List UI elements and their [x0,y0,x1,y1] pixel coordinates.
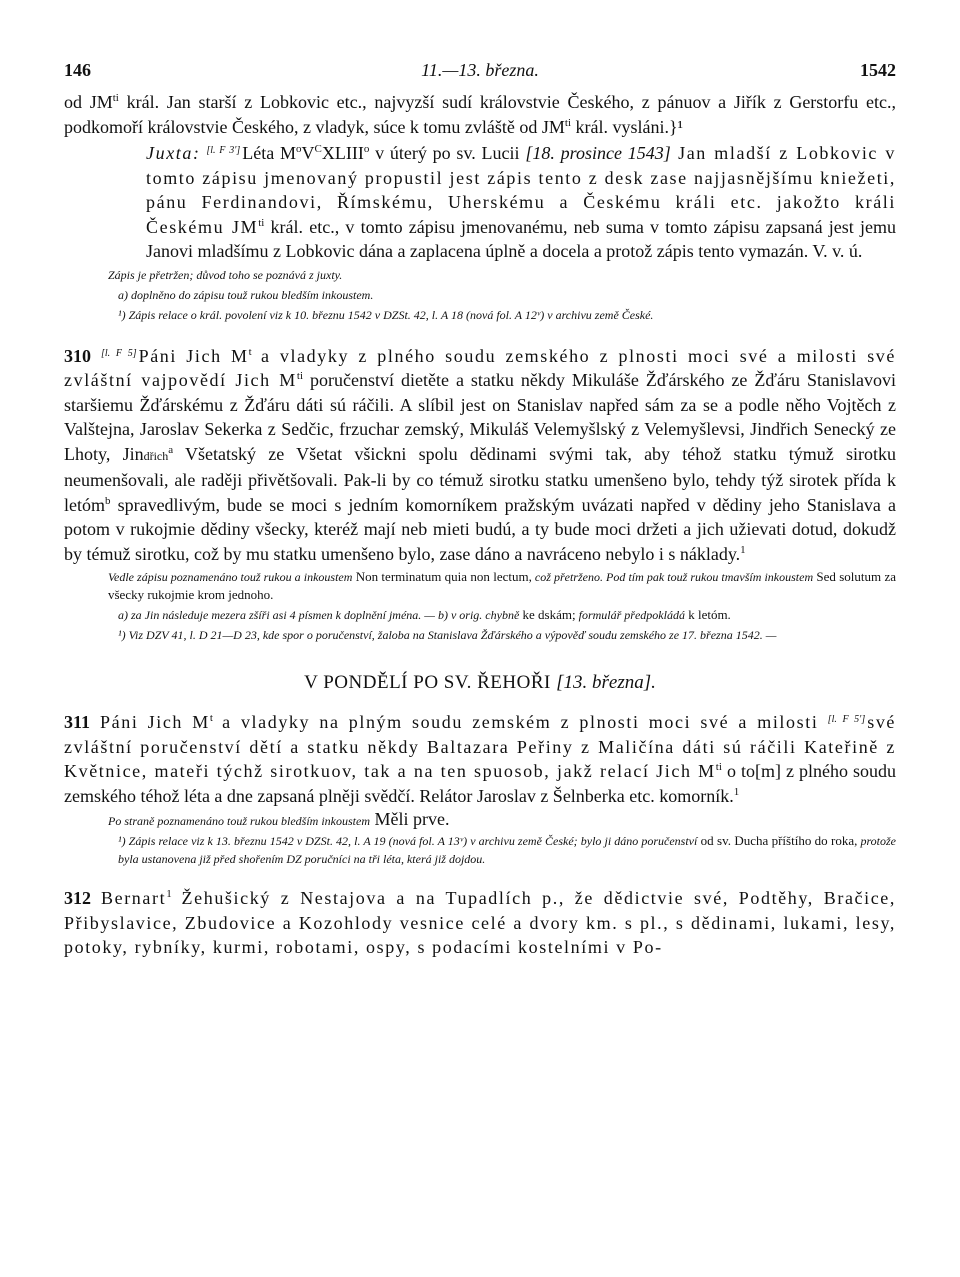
intro-footnote: ¹) Zápis relace o král. povolení viz k 10. březnu 1542 v DZSt. 42, l. A 18 (nová fol. A 12ᵛ) v archivu země České. [118,307,654,322]
juxta-paragraph: Juxta: [l. F 3'] Léta $M^oV^CXLIII^o$ v úterý po sv. Lucii [18. prosince 1543] Jan mladší z Lobkovic v tomto zápisu jmenovaný propustil jest zápis tento z desk zase najjasnějšímu kniežeti, pánu Ferdinandovi, Římskému, Uherskému a Českému králi etc. jakožto králi Českému $JM^{ti}$ král. etc., v tomto zápisu jmenovanému, neb suma v tomto zápisu zapsaná jest jemu Janovi mladšímu z Lobkovic dána a zaplacena úplně a docela a protož zápis tento vymazán. V. v. ú. [146,143,897,261]
running-header [64,60,896,90]
header-year: 1542 [860,60,896,80]
entry-310-footnote: ¹) Viz DZV 41, l. D 21—D 23, kde spor o poručenství, žaloba na Stanislava Žďárského a výpověď soudu zemského ze 17. března 1542. — [118,628,777,642]
entry-310-note-1: Vedle zápisu poznamenáno touž rukou a inkoustem Non terminatum quia non lectum, což přetrženo. Pod tím pak touž rukou tmavším inkoustem Sed solutum za všecky rukojmie krom jednoho. [108,569,897,602]
entry-311: 311 Páni Jich $M^t$ a vladyky na plným soudu zemském z plnosti moci své a milosti [l. F 5'] své zvláštní poručenství dětí a statku někdy Baltazara Peřiny z Maličína dáti sú ráčili Kateřině z Květnice, mateři týchž sirotkuov, tak a na ten spuosob, jakž relací Jich $M^{ti}$ o to[m] z plného soudu zemského téhož léta a dne zapsaná plněji svědčí. Relátor Jaroslav z Šelnberka etc. komorník.$^1$ [64,712,897,806]
entry-number: 311 [64,712,91,732]
entry-number: 312 [64,888,91,908]
entry-311-footnote: ¹) Zápis relace viz k 13. březnu 1542 v DZSt. 42, l. A 19 (nová fol. A 13ᵛ) v archivu země České; bylo ji dáno poručenství od sv. Ducha příštího do roka, protože byla ustanovena již před shořením DZ poručníci na tři léta, která již dojdou. [118,833,897,866]
header-dates: 11.—13. března. [421,60,539,80]
page-number: 146 [64,60,91,80]
entry-311-note-1: Po straně poznamenáno touž rukou bledším inkoustem Měli prve. [108,809,450,829]
section-heading: V PONDĚLÍ PO SV. ŘEHOŘI [13. března]. [304,672,656,693]
document-page [64,60,896,960]
intro-paragraph: od $JM^{ti}$ král. Jan starší z Lobkovic etc., najvyzší sudí královstvie Českého, z pánuov a Jiřík z Gerstorfu etc., podkomoří královstvie Českého, z vladyk, súce k tomu zvláště od $JM^{ti}$ král. vysláni.}¹ [64,92,896,137]
entry-312: 312 Bernart$^1$ Žehušický z Nestajova a na Tupadlích p., že dědictvie své, Podtěhy, Bračice, Přibyslavice, Zbudovice a Kozohlody vesnice celé a dvory km. s pl., s dědinami, lukami, lesy, potoky, rybníky, kurmi, robotami, ospy, s podacími kostelními v Po- [64,888,896,957]
intro-note-1: Zápis je přetržen; důvod toho se poznává z juxty. [108,267,343,282]
intro-note-2: a) doplněno do zápisu touž rukou bledším inkoustem. [118,287,374,302]
entry-310: 310 [l. F 5] Páni Jich $M^t$ a vladyky z plného soudu zemského z plnosti moci své a milosti své zvláštní vajpovědí Jich $M^{ti}$ poručenství dietěte a statku někdy Mikuláše Žďárského ze Žďáru Stanislavovi staršiemu Žďárskému z Žďáru dáti sú ráčili. A slíbil jest on Stanislav napřed sám za se a podle něho Vojtěch z Valštejna, Jaroslav Sekerka z Sedčic, frzuchar zemský, Mikuláš Velemyšlský z Velemyšlevsi, Jindřich Senecký ze Lhoty, Jindřich$^a$ Všetatský ze Všetat všickni spolu dědinami svými tak, aby téhož statku týmuž sirotku neumenšovali, ale raději přivětšovali. Pak-li by co témuž sirotku statku umenšeno bylo, tehdy týž sirotek přída k letóm$^b$ spravedlivým, bude se moci s jedním komorníkem pražským uvázati napřed v dědiny jeho Stanislava a potom v rukojmie dědiny všecky, kteréž mají neb mieti budú, a ty bude moci držeti a jich užievati dotud, dokudž by témuž sirotku, což by mu statku umenšeno bylo, zase dáno a navráceno nebylo i s náklady.$^1$ [64,345,897,564]
entry-310-note-2: a) za Jin následuje mezera zšíři asi 4 písmen k doplnění jména. — b) v orig. chybně ke dskám; formulář předpokládá k letóm. [118,607,731,622]
entry-number: 310 [64,345,91,366]
